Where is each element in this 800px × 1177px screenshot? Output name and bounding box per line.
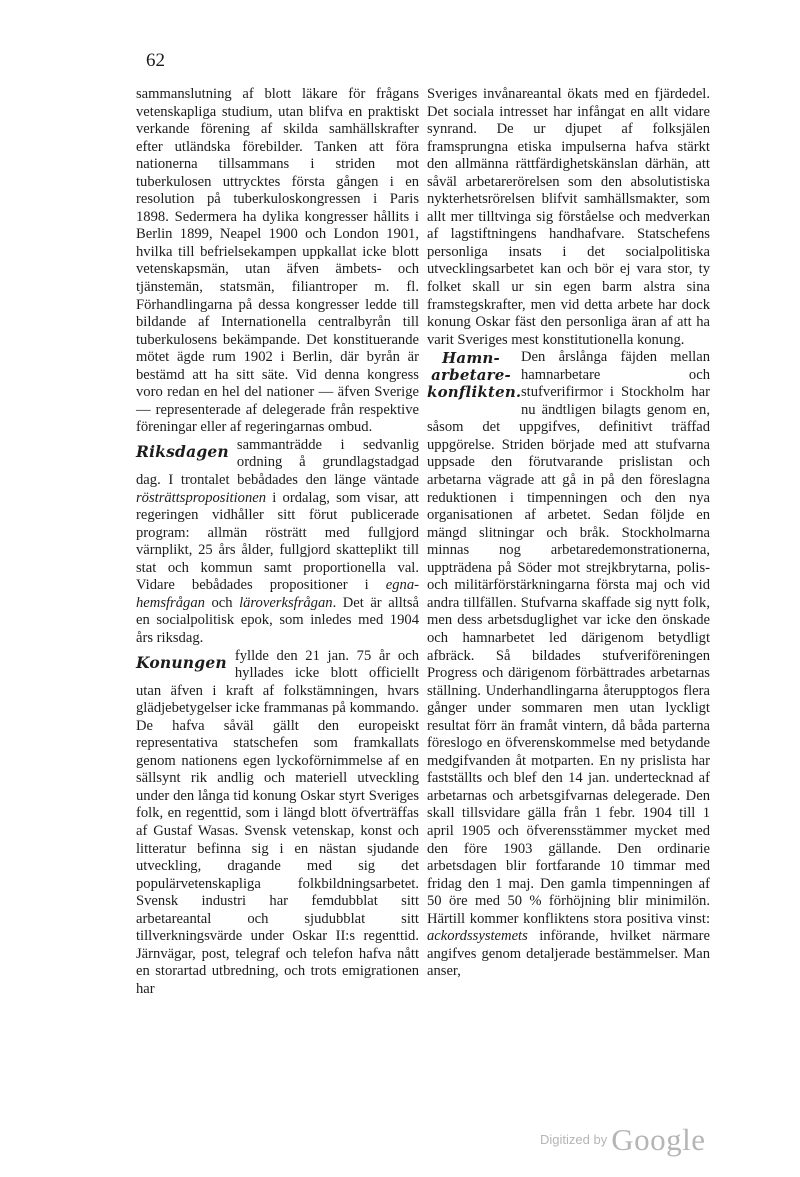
hamn-heading-line-2: arbetare- <box>431 366 511 385</box>
page-number: 62 <box>146 50 165 71</box>
riksdagen-em-egna-hem: egna-hemsfrågan <box>136 577 419 611</box>
hamn-heading <box>427 349 522 402</box>
konungen-paragraph <box>136 648 419 999</box>
riksdagen-paragraph <box>136 437 419 648</box>
google-logo: Google <box>611 1122 706 1157</box>
left-column <box>136 86 419 998</box>
riksdagen-em-laroverk: läroverksfrågan <box>239 594 333 611</box>
hamn-text-b: införande, hvilket närmare angifves genom detaljerade bestämmelser. Man anser, <box>427 928 710 980</box>
riksdagen-text-b: i ordalag, som visar, att regeringen vidhåller sitt förut publicerade program: allmän rösträtt med fullgjord värnplikt, 25 års ålder, fullgjord skatteplikt till stat och kommun samt proportionella val. Vidare bebådades propositioner i <box>136 489 419 594</box>
hamn-heading-line-1: Hamn- <box>442 349 500 368</box>
riksdagen-text-c: och <box>211 594 233 611</box>
riksdagen-em-rostratt: rösträttspropositionen <box>136 489 267 506</box>
riksdagen-text-d: . Det är alltså en socialpolitisk epok, som inledes med 1904 års riksdag. <box>136 594 419 646</box>
right-column <box>427 86 710 981</box>
tuberculosis-paragraph: sammanslutning af blott läkare för frågans vetenskapliga studium, utan blifva en praktiskt verkande förening af skilda samhällskrafter efter utländska förebilder. Tanken att föra nationerna tillsammans i striden mot tuberkulosen uttrycktes första gången i en resolution på tuberkuloskongressen i Paris 1898. Sedermera ha dylika kongresser hållits i Berlin 1899, Neapel 1900 och London 1901, hvilka till befrielsekampen uppkallat icke blott vetenskapsmän, utan äfven ämbets- och tjänstemän, statsmän, filiantroper m. fl. Förhandlingarna på dessa kongresser ledde till bildande af Internationella centralbyrån till tuberkulosens bekämpande. Det konstituerande mötet ägde rum 1902 i Berlin, där byrån är bestämd att ha sitt säte. Vid denna kongress voro redan en hel del nationer — äfven Sverige — representerade af delegerade från respektive föreningar eller af regeringarnas ombud. <box>136 86 419 436</box>
riksdagen-heading: Riksdagen <box>136 441 229 461</box>
hamn-text-a: Den årslånga fäjden mellan hamnarbetare och stufverifirmor i Stockholm har nu ändtligen bilagts genom en, såsom det uppgifves, definitivt träffad uppgörelse. Striden började med att stufvarna uppsade den förutvarande prislistan och arbetarna vägrade att gå in på den föreslagna reduktionen i timpenningen och den nya organisationen af arbetet. Sedan följde en mängd slitningar och bråk. Stockholmarna minnas nog arbetaredemonstrationerna, uppträdena på Söder mot strejkbrytarna, polis- och militärförstärkningarna första maj och vid andra tillfällen. Stufvarna skaffade sig nytt folk, men dess arbetsduglighet var icke den önskade och hamnarbetet led därigenom betydligt afbräck. Så bildades stufveriföreningen Progress och därigenom förbättrades arbetarnas ställning. Underhandlingarna återupptogos flera gånger under sommaren men utan lyckligt resultat förr än framåt vintern, då båda parterna föreslogo en öfverenskommelse med betydande medgifvanden åt motparten. En ny prislista har fastställts och blef den 14 jan. undertecknad af arbetarnas och arbetsgifvarnas delegerade. Den skall tillsvidare gälla från 1 febr. 1904 till 1 april 1905 och öfverensstämmer mycket med den före 1903 gällande. Den ordinarie arbetsdagen blir fortfarande 10 timmar med fridag den 1 maj. Den gamla timpenningen af 50 öre med 50 % förhöjning blir minimilön. Härtill kommer konfliktens stora positiva vinst: <box>427 349 710 927</box>
konungen-heading: Konungen <box>136 652 227 672</box>
hamn-paragraph <box>427 349 710 981</box>
king-continued-paragraph: Sveriges invånareantal ökats med en fjärdedel. Det sociala intresset har infångat en allt vidare synrand. De ur djupet af folksjälen framsprungna etiska impulserna hafva stärkt den allmänna rättfärdighetskänslan därhän, att såväl arbetarerörelsen som den absolutistiska nykterhetsrörelsen blifvit samhällsmakter, som allt mer tilltvinga sig förståelse och medverkan af lagstiftningens handhafvare. Statschefens personliga insats i det socialpolitiska utvecklingsarbetet kan och bör ej vara stor, ty folket skall ur sin egen barm alstra sina framstegskrafter, men vid detta arbete har dock konung Oskar fäst den personliga äran af att ha varit Sveriges mest konstitutionella konung. <box>427 86 710 348</box>
konungen-text: fyllde den 21 jan. 75 år och hyllades icke blott officiellt utan äfven i kraft af folkstämningen, hvars glädjebetygelser icke frammanas på kommando. De hafva såväl gällt den europeiskt representativa statschefen som framkallats genom nationens egen lyckoförnimmelse af en sällsynt rik andlig och materiell utveckling under den långa tid konung Oskar styrt Sveriges folk, en regenttid, som i längd blott öfverträffas af Gustaf Wasas. Svensk vetenskap, konst och litteratur befinna sig i en nästan sjudande utveckling, dragande med sig det populärvetenskapliga folkbildningsarbetet. Svensk industri har femdubblat sitt arbetareantal och sjudubblat sitt tillverkningsvärde under Oskar II:s regenttid. Järnvägar, post, telegraf och telefon hafva nått en storartad utbredning, och trots emigrationen har <box>136 647 419 997</box>
watermark-prefix: Digitized by <box>540 1132 608 1147</box>
hamn-heading-line-3: konflikten. <box>427 383 522 402</box>
riksdagen-text-a: sammanträdde i sedvanlig ordning å grundlagstadgad dag. I trontalet bebådades den länge väntade <box>136 436 419 489</box>
digitized-by-google-watermark <box>540 1122 705 1158</box>
hamn-em-ackord: ackordssystemets <box>427 928 528 945</box>
